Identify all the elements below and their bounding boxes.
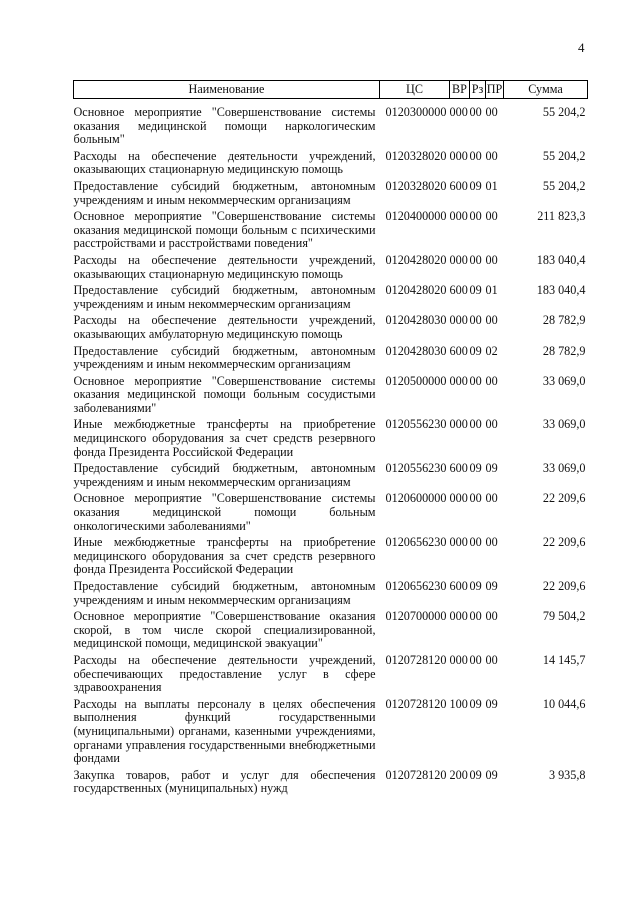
row-amount: 183 040,4 [536,252,586,267]
row-name: Иные межбюджетные трансферты на приобретение медицинского оборудования за счет средств резервного фонда Президента Российской Федерации [73,417,376,459]
row-target-code: 0120428030 [385,343,447,358]
row-expense-type: 000 [449,417,468,432]
row-amount: 33 069,0 [542,461,586,476]
row-expense-type: 600 [449,461,468,476]
row-target-code: 0120400000 [385,209,447,224]
row-name: Основное мероприятие "Совершенствование системы оказания медицинской помощи больным с психическими расстройствами и расстройствами поведения" [73,209,376,251]
row-section: 00 [469,417,482,432]
row-target-code: 0120428020 [385,252,447,267]
table-row [74,536,588,580]
row-amount: 22 209,6 [542,535,586,550]
row-target-code: 0120728120 [385,767,447,782]
table-row [74,314,588,344]
row-section: 09 [469,178,482,193]
row-amount: 55 204,2 [542,105,586,119]
row-name: Расходы на обеспечение деятельности учреждений, оказывающих стационарную медицинскую помощь [73,148,376,177]
row-target-code: 0120328020 [385,148,447,163]
row-section: 00 [469,105,482,119]
row-amount: 28 782,9 [542,343,586,358]
row-section: 00 [469,148,482,163]
row-section: 00 [469,491,482,506]
row-expense-type: 000 [449,148,468,163]
row-name: Предоставление субсидий бюджетным, автономным учреждениям и иным некоммерческим организациям [73,461,376,489]
row-amount: 10 044,6 [542,696,586,711]
table-row [74,769,588,799]
table-row [74,462,588,492]
row-section: 00 [469,609,482,624]
table-row [74,492,588,536]
row-expense-type: 000 [449,373,468,388]
row-name: Расходы на обеспечение деятельности учреждений, обеспечивающих предоставление услуг в сфере здравоохранения [73,652,376,695]
row-name: Предоставление субсидий бюджетным, автономным учреждениям и иным некоммерческим организациям [73,579,376,607]
row-target-code: 0120600000 [385,491,447,506]
row-name: Предоставление субсидий бюджетным, автономным учреждениям и иным некоммерческим организациям [73,178,376,207]
table-row [74,375,588,419]
row-amount: 55 204,2 [542,178,586,193]
row-section: 00 [469,373,482,388]
row-subsection: 00 [485,252,498,267]
row-subsection: 01 [485,178,498,193]
row-name: Иные межбюджетные трансферты на приобретение медицинского оборудования за счет средств резервного фонда Президента Российской Федерации [73,535,376,577]
row-section: 09 [469,696,482,711]
row-subsection: 09 [485,696,498,711]
row-amount: 3 935,8 [548,767,586,782]
row-amount: 79 504,2 [542,609,586,624]
row-subsection: 00 [485,491,498,506]
header-pr: ПР [486,81,504,99]
row-section: 09 [469,461,482,476]
row-target-code: 0120428020 [385,283,447,298]
row-target-code: 0120328020 [385,178,447,193]
row-amount: 33 069,0 [542,417,586,432]
row-section: 00 [469,652,482,667]
row-subsection: 00 [485,313,498,328]
budget-table [73,80,588,799]
table-row [74,580,588,610]
row-target-code: 0120656230 [385,579,447,593]
header-sum: Сумма [504,81,588,99]
row-amount: 14 145,7 [542,652,586,667]
row-expense-type: 000 [449,535,468,550]
row-expense-type: 000 [449,491,468,506]
row-subsection: 00 [485,105,498,119]
row-target-code: 0120656230 [385,535,447,550]
row-amount: 28 782,9 [542,313,586,328]
table-row [74,345,588,375]
row-name: Расходы на обеспечение деятельности учреждений, оказывающих амбулаторную медицинскую помощь [73,313,376,341]
row-section: 00 [469,252,482,267]
row-expense-type: 000 [449,105,468,119]
row-subsection: 00 [485,373,498,388]
table-row [74,210,588,254]
row-subsection: 00 [485,417,498,432]
table-row [74,698,588,769]
row-target-code: 0120728120 [385,652,447,667]
row-subsection: 02 [485,343,498,358]
row-amount: 183 040,4 [536,283,586,298]
row-section: 00 [469,209,482,224]
table-row [74,99,588,150]
row-subsection: 00 [485,535,498,550]
row-target-code: 0120556230 [385,417,447,432]
row-amount: 55 204,2 [542,148,586,163]
row-target-code: 0120300000 [385,105,447,119]
row-expense-type: 000 [449,252,468,267]
page-number: 4 [578,40,585,55]
row-amount: 33 069,0 [542,373,586,388]
row-expense-type: 000 [449,209,468,224]
row-name: Расходы на выплаты персоналу в целях обеспечения выполнения функций государственными (муниципальными) органами, казенными учреждениями, органами управления государственными внебюджетными фондами [73,696,376,766]
row-section: 09 [469,343,482,358]
row-subsection: 00 [485,148,498,163]
row-target-code: 0120728120 [385,696,447,711]
row-name: Закупка товаров, работ и услуг для обеспечения государственных (муниципальных) нужд [73,767,376,796]
table-row [74,610,588,654]
header-name: Наименование [74,81,380,99]
row-expense-type: 600 [449,343,468,358]
row-name: Основное мероприятие "Совершенствование системы оказания медицинской помощи больным онкологическими заболеваниями" [73,491,376,533]
row-target-code: 0120556230 [385,461,447,476]
table-row [74,654,588,698]
row-name: Предоставление субсидий бюджетным, автономным учреждениям и иным некоммерческим организациям [73,343,376,372]
row-name: Предоставление субсидий бюджетным, автономным учреждениям и иным некоммерческим организациям [73,283,376,311]
row-subsection: 00 [485,652,498,667]
table-row [74,254,588,284]
row-name: Расходы на обеспечение деятельности учреждений, оказывающих стационарную медицинскую помощь [73,252,376,281]
row-name: Основное мероприятие "Совершенствование системы оказания медицинской помощи наркологическим больным" [73,105,376,147]
table-header-row [74,81,588,99]
row-amount: 211 823,3 [537,209,586,224]
row-expense-type: 100 [449,696,468,711]
row-target-code: 0120428030 [385,313,447,328]
row-subsection: 00 [485,609,498,624]
row-expense-type: 600 [449,283,468,298]
row-target-code: 0120700000 [385,609,447,624]
row-expense-type: 000 [449,609,468,624]
row-subsection: 00 [485,209,498,224]
row-expense-type: 200 [449,767,468,782]
row-subsection: 09 [485,461,498,476]
row-section: 09 [469,579,482,593]
header-vr: ВР [450,81,470,99]
row-section: 09 [469,767,482,782]
row-name: Основное мероприятие "Совершенствование оказания скорой, в том числе скорой специализированной, медицинской помощи, медицинской эвакуации" [73,609,376,651]
row-expense-type: 600 [449,579,468,593]
row-amount: 22 209,6 [542,579,586,593]
table-row [74,284,588,314]
row-target-code: 0120500000 [385,373,447,388]
row-section: 09 [469,283,482,298]
header-rz: Рз [470,81,486,99]
row-section: 00 [469,535,482,550]
row-expense-type: 600 [449,178,468,193]
row-subsection: 09 [485,767,498,782]
row-expense-type: 000 [449,313,468,328]
table-body [74,99,588,799]
row-amount: 22 209,6 [542,491,586,506]
row-expense-type: 000 [449,652,468,667]
row-section: 00 [469,313,482,328]
table-row [74,180,588,210]
row-subsection: 01 [485,283,498,298]
row-subsection: 09 [485,579,498,593]
row-name: Основное мероприятие "Совершенствование системы оказания медицинской помощи больным сосудистыми заболеваниями" [73,373,376,415]
table-row [74,418,588,462]
header-cs: ЦС [380,81,450,99]
table-row [74,150,588,180]
